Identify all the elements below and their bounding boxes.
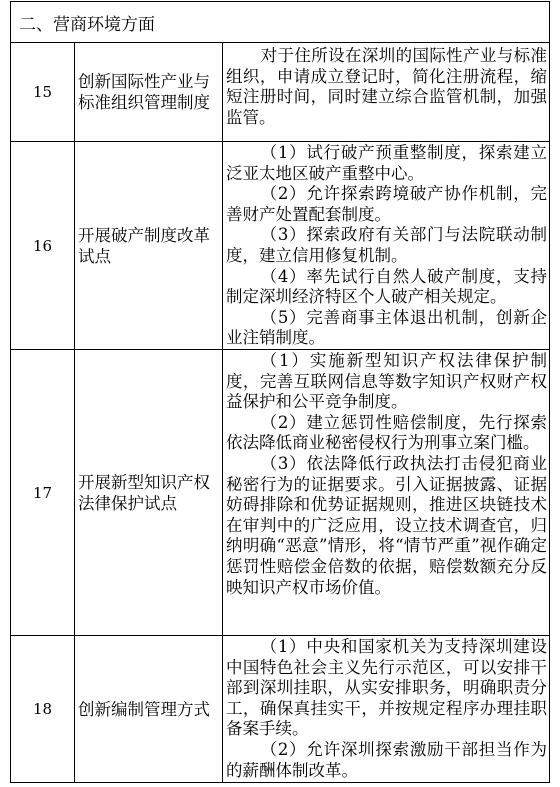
item-number: 18 [11,636,75,783]
section-header-row [11,2,550,43]
item-description [223,43,550,142]
item-number: 15 [11,43,75,142]
description-paragraph: （3）依法降低行政执法打击侵犯商业秘密行为的证据要求。引入证据披露、证据妨碍排除和优势证据规则，推进区块链技术在审判中的广泛应用，设立技术调查官，归纳明确“恶意”情形，将“情节严重”视作确定惩罚性赔偿金倍数的依据，赔偿数额充分反映知识产权市场价值。 [226,453,548,597]
item-name: 开展破产制度改革试点 [75,142,223,350]
description-paragraph: （2）建立惩罚性赔偿制度，先行探索依法降低商业秘密侵权行为刑事立案门槛。 [226,412,548,453]
item-number: 17 [11,350,75,636]
description-paragraph: （1）试行破产预重整制度，探索建立泛亚太地区破产重整中心。 [226,143,548,183]
description-paragraph: 对于住所设在深圳的国际性产业与标准组织，申请成立登记时，简化注册流程，缩短注册时间，同时建立综合监管机制，加强监管。 [226,46,548,127]
policy-table [10,1,550,783]
description-paragraph: （2）允许探索跨境破产协作机制，完善财产处置配套制度。 [226,184,548,224]
table-row [11,636,550,783]
item-name: 创新编制管理方式 [75,636,223,783]
description-paragraph: （1）实施新型知识产权法律保护制度，完善互联网信息等数字知识产权财产权益保护和公平竞争制度。 [226,351,548,412]
table-row [11,350,550,636]
description-paragraph: （5）完善商事主体退出机制，创新企业注销制度。 [226,307,548,348]
item-number: 16 [11,142,75,350]
item-description [223,350,550,636]
description-paragraph: （4）率先试行自然人破产制度，支持制定深圳经济特区个人破产相关规定。 [226,266,548,307]
description-paragraph: （2）允许深圳探索激励干部担当作为的薪酬体制改革。 [226,739,548,780]
description-paragraph: （3）探索政府有关部门与法院联动制度，建立信用修复机制。 [226,225,548,265]
table-row [11,142,550,350]
description-paragraph: （1）中央和国家机关为支持深圳建设中国特色社会主义先行示范区，可以安排干部到深圳挂职，从实安排职务，明确职责分工，确保真挂实干，并按规定程序办理挂职备案手续。 [226,637,548,739]
item-description [223,636,550,783]
section-title: 二、营商环境方面 [11,2,550,43]
table-row [11,43,550,142]
item-name: 开展新型知识产权法律保护试点 [75,350,223,636]
item-description [223,142,550,350]
item-name: 创新国际性产业与标准组织管理制度 [75,43,223,142]
